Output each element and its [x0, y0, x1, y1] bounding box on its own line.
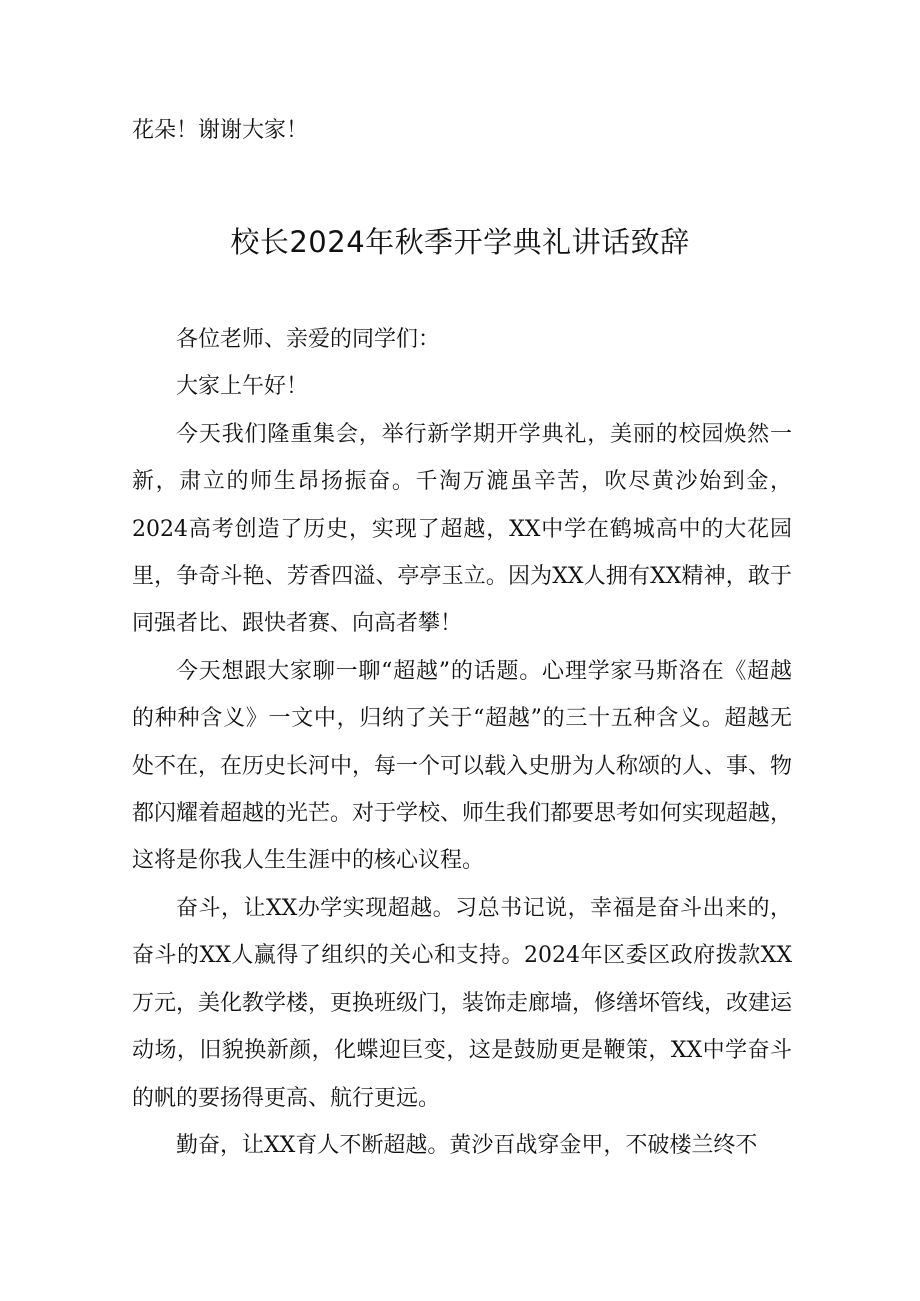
paragraph-transcendence: 今天想跟大家聊一聊“超越”的话题。心理学家马斯洛在《超越的种种含义》一文中，归纳了关于“超越”的三十五种含义。超越无处不在，在历史长河中，每一个可以载入史册为人称颂的人、事、物都闪耀着超越的光芒。对于学校、师生我们都要思考如何实现超越，这将是你我人生生涯中的核心议程。 — [132, 658, 793, 874]
leadin-text: 花朵！谢谢大家！ — [132, 118, 309, 143]
paragraph-opening: 今天我们隆重集会，举行新学期开学典礼，美丽的校园焕然一新，肃立的师生昂扬振奋。千淘万漉虽辛苦，吹尽黄沙始到金，2024高考创造了历史，实现了超越，XX中学在鹤城高中的大花园里，争奇斗艳、芳香四溢、亭亭玉立。因为XX人拥有XX精神，敢于同强者比、跟快者赛、向高者攀！ — [132, 421, 792, 637]
paragraph-struggle: 奋斗，让XX办学实现超越。习总书记说，幸福是奋斗出来的，奋斗的XX人赢得了组织的关心和支持。2024年区委区政府拨款XX万元，美化教学楼，更换班级门，装饰走廊墙，修缮坏管线，改建运动场，旧貌换新颜，化蝶迎巨变，这是鼓励更是鞭策，XX中学奋斗的帆的要扬得更高、航行更远。 — [132, 895, 793, 1111]
page-title: 校长2024年秋季开学典礼讲话致辞 — [230, 225, 690, 259]
greeting-line: 大家上午好！ — [176, 374, 309, 400]
salutation-line: 各位老师、亲爱的同学们： — [176, 327, 441, 352]
speech-body — [132, 316, 792, 1169]
paragraph-diligence: 勤奋，让XX育人不断超越。黄沙百战穿金甲，不破楼兰终不 — [176, 1132, 758, 1158]
